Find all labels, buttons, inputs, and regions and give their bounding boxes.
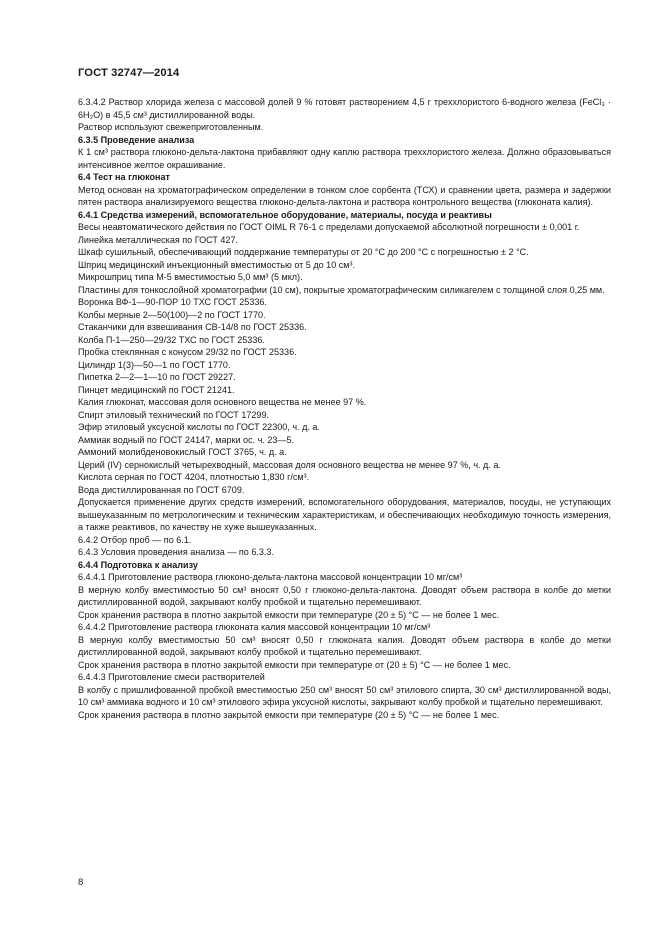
- list-item: Шприц медицинский инъекционный вместимостью от 5 до 10 см³.: [78, 259, 356, 270]
- page-number: 8: [78, 877, 84, 888]
- section-heading: 6.4 Тест на глюконат: [78, 172, 170, 182]
- section-heading: 6.3.5 Проведение анализа: [78, 134, 195, 145]
- document-body: [78, 96, 611, 721]
- list-item: Воронка ВФ-1—90-ПОР 10 ТХС ГОСТ 25336.: [78, 297, 267, 307]
- paragraph: Шкаф сушильный, обеспечивающий поддержание температуры от 20 °С до 200 °С с погрешностью ± 2 °С.: [78, 247, 529, 257]
- list-item: Пинцет медицинский по ГОСТ 21241.: [78, 384, 235, 395]
- list-item: Вода дистиллированная по ГОСТ 6709.: [78, 484, 245, 495]
- list-item: Церий (IV) сернокислый четырехводный, массовая доля основного вещества не менее 97 %, ч. д. а.: [78, 459, 501, 470]
- list-item: Колбы мерные 2—50(100)—2 по ГОСТ 1770.: [78, 309, 266, 320]
- list-item: Колба П-1—250—29/32 ТХС по ГОСТ 25336.: [78, 334, 265, 345]
- paragraph: Допускается применение других средств измерений, вспомогательного оборудования, материалов, посуды, не уступающих вышеуказанным по метрологическим и техническим характеристикам, и обеспечивающих необходимую точность измерения, а также реактивов, по качеству не хуже вышеуказанных.: [78, 497, 611, 532]
- paragraph: В мерную колбу вместимостью 50 см³ вносят 0,50 г глюконо-дельта-лактона. Доводят объем раствора в колбе до метки дистиллированной водой, закрывают колбу пробкой и тщательно перемешивают.: [78, 584, 611, 607]
- subsection-heading: 6.4.4.3 Приготовление смеси растворителей: [78, 672, 265, 682]
- document-header: ГОСТ 32747—2014: [78, 67, 180, 79]
- paragraph: В колбу с пришлифованной пробкой вместимостью 250 см³ вносят 50 см³ этилового спирта, 30 см³ дистиллированной воды, 10 см³ аммиака водного и 10 см³ этилового эфира уксусной кислоты, закрывают колбу пробкой и тщательно перемешивают.: [78, 684, 611, 707]
- paragraph: Срок хранения раствора в плотно закрытой емкости при температуре от (20 ± 5) °С — не более 1 мес.: [78, 659, 511, 670]
- paragraph: 6.3.4.2 Раствор хлорида железа с массовой долей 9 % готовят растворением 4,5 г треххлористого 6-водного железа (FeCl₃ · 6H₂O) в 45,5 см³ дистиллированной воды.: [78, 97, 611, 120]
- list-item: Спирт этиловый технический по ГОСТ 17299.: [78, 409, 269, 420]
- list-item: Аммиак водный по ГОСТ 24147, марки ос. ч. 23—5.: [78, 434, 295, 445]
- list-item: Микрошприц типа М-5 вместимостью 5,0 мм³ (5 мкл).: [78, 272, 303, 282]
- list-item: Аммоний молибденовокислый ГОСТ 3765, ч. д. а.: [78, 447, 287, 457]
- paragraph: Срок хранения раствора в плотно закрытой емкости при температуре (20 ± 5) °С — не более 1 мес.: [78, 709, 500, 720]
- paragraph: Срок хранения раствора в плотно закрытой емкости при температуре (20 ± 5) °С — не более 1 мес.: [78, 609, 500, 620]
- paragraph: 6.4.2 Отбор проб — по 6.1.: [78, 534, 192, 545]
- list-item: Эфир этиловый уксусной кислоты по ГОСТ 22300, ч. д. а.: [78, 422, 320, 432]
- list-item: Линейка металлическая по ГОСТ 427.: [78, 234, 239, 245]
- section-heading: 6.4.1 Средства измерений, вспомогательное оборудование, материалы, посуда и реактивы: [78, 209, 492, 220]
- paragraph: Метод основан на хроматографическом определении в тонком слое сорбента (ТСХ) и сравнении цвета, размера и задержки пятен раствора анализируемого вещества глюконо-дельта-лактона и раствора контрольного вещества (глюконата калия).: [78, 184, 611, 207]
- paragraph: Пластины для тонкослойной хроматографии (10 см), покрытые хроматографическим силикагелем с толщиной слоя 0,25 мм.: [78, 284, 605, 295]
- paragraph: К 1 см³ раствора глюконо-дельта-лактона прибавляют одну каплю раствора треххлористого железа. Должно образовываться интенсивное желтое окрашивание.: [78, 147, 611, 170]
- list-item: Цилиндр 1(3)—50—1 по ГОСТ 1770.: [78, 359, 231, 370]
- paragraph: В мерную колбу вместимостью 50 см³ вносят 0,50 г глюконата калия. Доводят объем раствора в колбе до метки дистиллированной водой, закрывают колбу пробкой и тщательно перемешивают.: [78, 634, 611, 657]
- subsection-heading: 6.4.4.1 Приготовление раствора глюконо-дельта-лактона массовой концентрации 10 мг/см³: [78, 572, 463, 582]
- section-heading: 6.4.4 Подготовка к анализу: [78, 559, 198, 570]
- subsection-heading: 6.4.4.2 Приготовление раствора глюконата калия массовой концентрации 10 мг/см³: [78, 622, 431, 632]
- list-item: Пробка стеклянная с конусом 29/32 по ГОСТ 25336.: [78, 347, 297, 357]
- paragraph: Весы неавтоматического действия по ГОСТ OIML R 76-1 с пределами допускаемой абсолютной погрешности ± 0,001 г.: [78, 222, 580, 232]
- paragraph: Раствор используют свежеприготовленным.: [78, 122, 264, 132]
- list-item: Стаканчики для взвешивания СВ-14/8 по ГОСТ 25336.: [78, 322, 307, 332]
- list-item: Пипетка 2—2—1—10 по ГОСТ 29227.: [78, 372, 236, 382]
- paragraph: 6.4.3 Условия проведения анализа — по 6.3.3.: [78, 547, 274, 557]
- list-item: Кислота серная по ГОСТ 4204, плотностью 1,830 г/см³.: [78, 472, 310, 482]
- list-item: Калия глюконат, массовая доля основного вещества не менее 97 %.: [78, 397, 367, 407]
